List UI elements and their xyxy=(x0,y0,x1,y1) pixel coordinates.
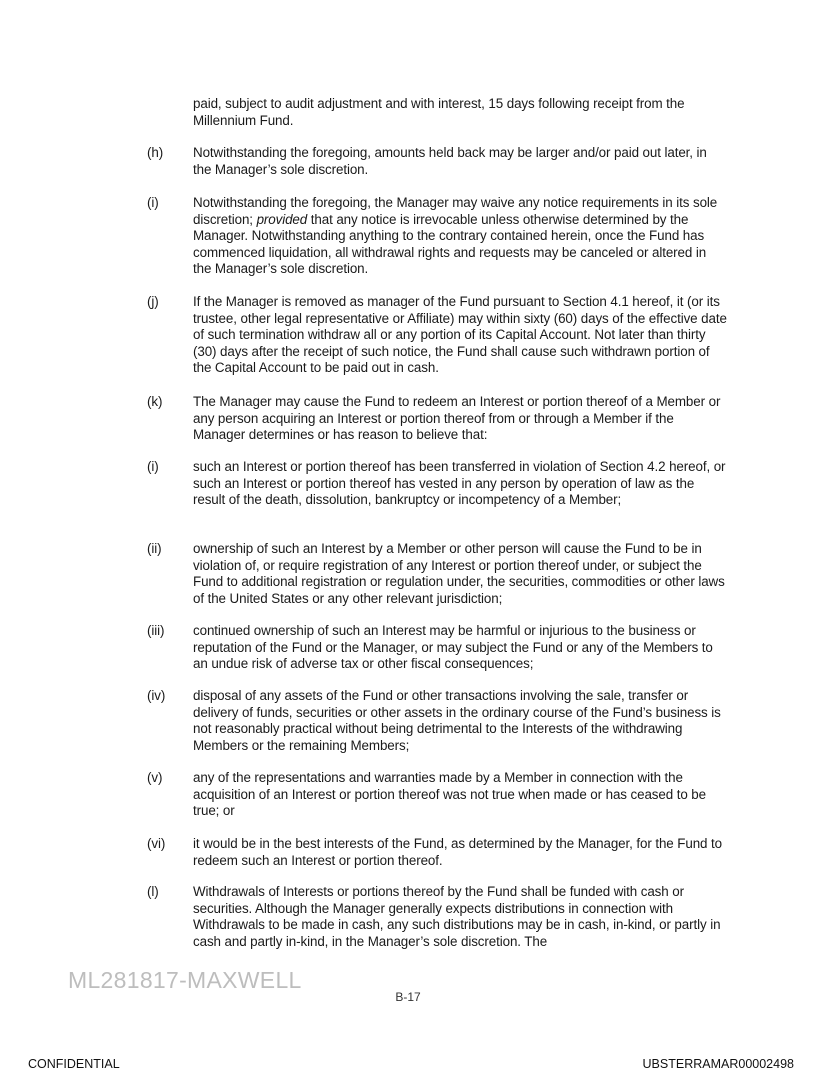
section-emphasis: provided xyxy=(256,211,308,227)
section-label: (j) xyxy=(147,294,159,309)
section-text: such an Interest or portion thereof has been transferred in violation of Section 4.2 hereof, or such an Interest or portion thereof has vested in any person by operation of law as the result of the death, dissolution, bankruptcy or incompetency of a Member; xyxy=(193,459,726,508)
subsection-i xyxy=(147,459,727,509)
section-i xyxy=(147,195,727,278)
section-text-after: that any notice is irrevocable unless otherwise determined by the Manager. Notwithstanding anything to the contrary contained herein, once the Fund has commenced liquidation, all withdrawal rights and requests may be canceled or altered in the Manager’s sole discretion. xyxy=(193,211,707,277)
section-l xyxy=(147,884,727,950)
section-k xyxy=(147,394,727,444)
section-label: (k) xyxy=(147,394,163,409)
section-label: (i) xyxy=(147,459,159,474)
section-text: ownership of such an Interest by a Member or other person will cause the Fund to be in violation of, or require registration of any Interest or portion thereof under, or subject the Fund to additional registration or regulation under, the securities, commodities or other laws of the United States or any other relevant jurisdiction; xyxy=(193,541,725,606)
subsection-vi xyxy=(147,836,727,869)
section-h xyxy=(147,145,727,178)
section-j xyxy=(147,294,727,377)
section-text: any of the representations and warranties made by a Member in connection with the acquisition of an Interest or portion thereof was not true when made or has ceased to be true; or xyxy=(193,770,707,819)
section-text: continued ownership of such an Interest may be harmful or injurious to the business or reputation of the Fund or the Manager, or may subject the Fund or any of the Members to an undue risk of adverse tax or other fiscal consequences; xyxy=(193,623,713,672)
section-text-before: Notwithstanding the foregoing, the Manager may waive any notice requirements in its sole discretion; xyxy=(193,195,718,227)
subsection-v xyxy=(147,770,727,820)
section-text: it would be in the best interests of the Fund, as determined by the Manager, for the Fund to redeem such an Interest or portion thereof. xyxy=(193,836,722,868)
section-label: (l) xyxy=(147,884,159,899)
section-label: (i) xyxy=(147,195,159,210)
section-text: The Manager may cause the Fund to redeem an Interest or portion thereof of a Member or any person acquiring an Interest or portion thereof from or through a Member if the Manager determines or has reason to believe that: xyxy=(193,394,721,443)
section-label: (iii) xyxy=(147,623,165,638)
subsection-iv xyxy=(147,688,727,754)
section-label: (vi) xyxy=(147,836,166,851)
subsection-iii xyxy=(147,623,727,673)
bates-watermark: ML281817-MAXWELL xyxy=(68,967,302,993)
intro-continuation: paid, subject to audit adjustment and with interest, 15 days following receipt from the Millennium Fund. xyxy=(193,96,685,128)
page-number: B-17 xyxy=(395,990,421,1004)
bates-number: UBSTERRAMAR00002498 xyxy=(642,1057,794,1071)
section-text: disposal of any assets of the Fund or other transactions involving the sale, transfer or delivery of funds, securities or other assets in the ordinary course of the Fund’s business is not reasonably practical without being detrimental to the Interests of the withdrawing Members or the remaining Members; xyxy=(193,688,721,753)
section-text xyxy=(193,195,727,278)
section-text: Notwithstanding the foregoing, amounts held back may be larger and/or paid out later, in the Manager’s sole discretion. xyxy=(193,145,707,177)
section-label: (v) xyxy=(147,770,163,785)
section-label: (ii) xyxy=(147,541,162,556)
section-label: (iv) xyxy=(147,688,166,703)
confidential-label: CONFIDENTIAL xyxy=(28,1057,120,1071)
section-text: Withdrawals of Interests or portions thereof by the Fund shall be funded with cash or securities. Although the Manager generally expects distributions in connection with Withdrawals to be made in cash, any such distributions may be in cash, in-kind, or partly in cash and partly in-kind, in the Manager’s sole discretion. The xyxy=(193,884,721,949)
section-label: (h) xyxy=(147,145,164,160)
subsection-ii xyxy=(147,541,727,607)
section-text: If the Manager is removed as manager of the Fund pursuant to Section 4.1 hereof, it (or its trustee, other legal representative or Affiliate) may within sixty (60) days of the effective date of such termination withdraw all or any portion of its Capital Account. Not later than thirty (30) days after the receipt of such notice, the Fund shall cause such withdrawn portion of the Capital Account to be paid out in cash. xyxy=(193,294,727,376)
